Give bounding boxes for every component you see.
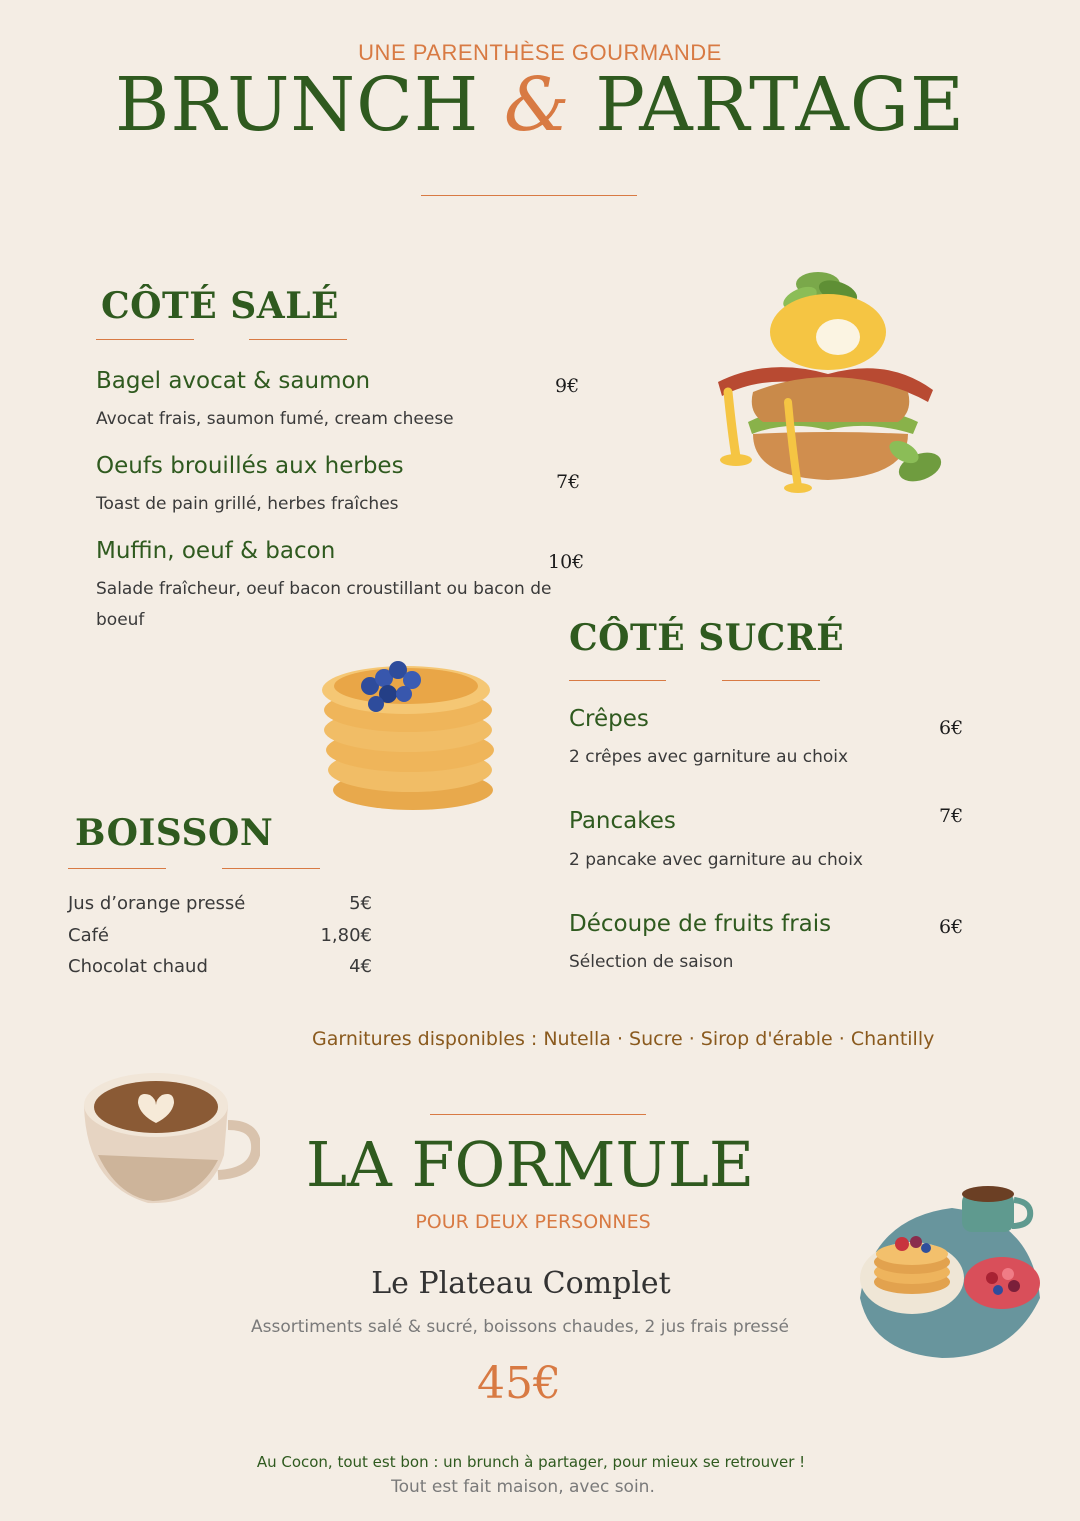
brunch-plate-illustration [852,1178,1047,1363]
sucre-item-desc: 2 pancake avec garniture au choix [569,850,863,870]
title-ampersand: & [503,62,571,148]
sale-item-price: 9€ [555,375,580,397]
sale-section-title: CÔTÉ SALÉ [101,285,339,327]
drink-price: 4€ [349,956,372,977]
sucre-item-name: Pancakes [569,808,676,834]
sale-title-rule-right [249,339,347,340]
sale-item-name: Oeufs brouillés aux herbes [96,453,404,479]
sale-item-desc: Toast de pain grillé, herbes fraîches [96,494,399,514]
formule-subtitle: POUR DEUX PERSONNES [415,1211,651,1233]
sale-item-price: 7€ [556,471,581,493]
plateau-description: Assortiments salé & sucré, boissons chaudes, 2 jus frais pressé [251,1317,789,1337]
drink-price: 1,80€ [320,925,372,946]
sucre-item-price: 7€ [939,805,964,827]
garnish-note: Garnitures disponibles : Nutella · Sucre · Sirop d'érable · Chantilly [312,1028,935,1050]
footer-line-1: Au Cocon, tout est bon : un brunch à partager, pour mieux se retrouver ! [256,1453,806,1471]
sucre-item-price: 6€ [939,717,964,739]
formule-title: LA FORMULE [305,1128,755,1201]
sale-item-desc: Avocat frais, saumon fumé, cream cheese [96,409,454,429]
title-part2: PARTAGE [595,62,966,148]
burger-illustration [708,262,953,497]
sale-item-name: Muffin, oeuf & bacon [96,538,336,564]
boisson-title-rule-left [68,868,166,869]
boisson-title-rule-right [222,868,320,869]
drink-name: Café [68,925,110,946]
header-kicker: UNE PARENTHÈSE GOURMANDE [358,40,722,65]
sale-item-name: Bagel avocat & saumon [96,368,371,394]
sucre-item-price: 6€ [939,916,964,938]
page-title [0,62,1080,148]
sucre-item-desc: Sélection de saison [569,952,734,972]
pancake-stack-illustration [318,642,504,814]
formule-divider [430,1114,646,1115]
sale-item-desc: Salade fraîcheur, oeuf bacon croustillant ou bacon de boeuf [96,579,552,630]
title-part1: BRUNCH [114,62,480,148]
plateau-price: 45€ [477,1358,561,1409]
sucre-item-name: Crêpes [569,706,649,732]
sucre-item-desc: 2 crêpes avec garniture au choix [569,747,849,767]
sale-title-rule-left [96,339,194,340]
sucre-title-rule-left [569,680,666,681]
footer-line-2: Tout est fait maison, avec soin. [391,1477,655,1497]
boisson-section-title: BOISSON [75,812,274,854]
drink-name: Jus d’orange pressé [68,893,246,914]
header-divider [421,195,637,196]
sucre-section-title: CÔTÉ SUCRÉ [569,617,845,659]
sucre-title-rule-right [722,680,820,681]
sale-item-price: 10€ [548,551,585,573]
sucre-item-name: Découpe de fruits frais [569,911,832,937]
drink-name: Chocolat chaud [68,956,208,977]
plateau-name: Le Plateau Complet [371,1266,671,1301]
drink-price: 5€ [349,893,372,914]
